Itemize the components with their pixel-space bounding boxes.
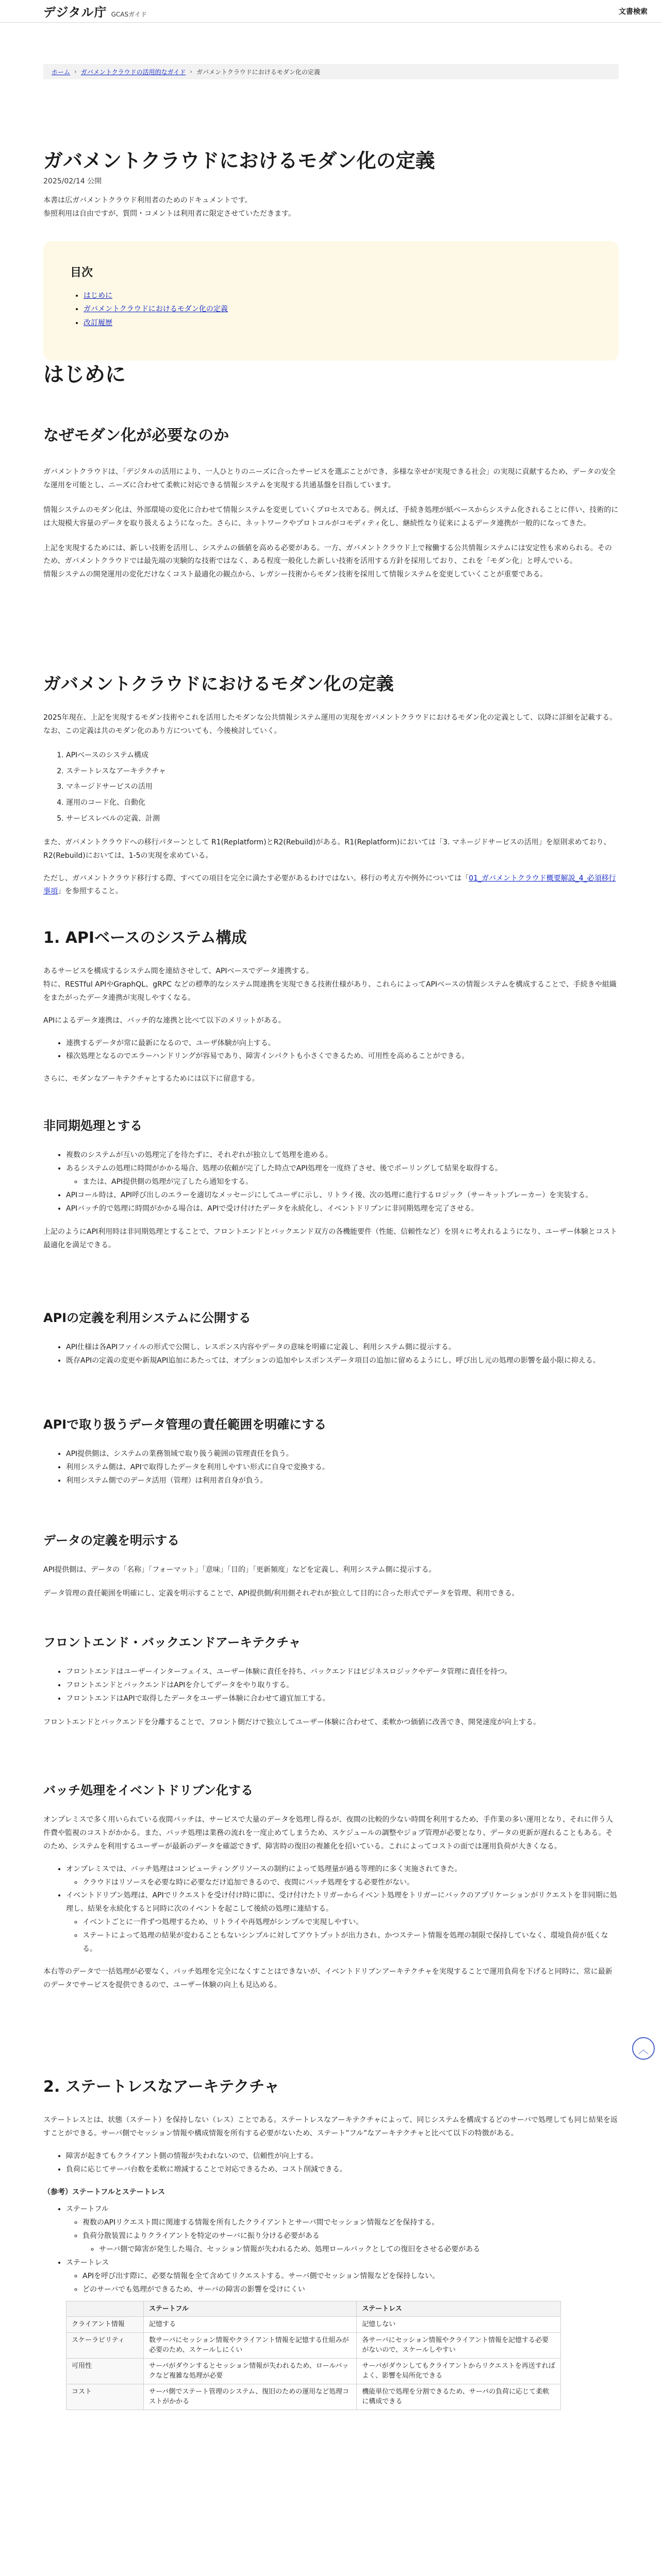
paragraph: ステートレスとは、状態（ステート）を保持しない（レス）ことである。ステートレスなアーキテクチャによって、同じシステムを構成するどのサーバで処理しても同じ結果を返すことができる。サーバ側でセッション情報や構成情報を所有する必要がないため、ステート”フル”なアーキテクチャと比べて以下の特徴がある。 [43, 2116, 618, 2138]
section-frontend-backend [43, 1632, 619, 1730]
toc-link-hajimeni[interactable]: はじめに [84, 291, 112, 300]
section-heading: 2. ステートレスなアーキテクチャ [43, 2078, 280, 2096]
section-heading: なぜモダン化が必要なのか [43, 427, 229, 445]
list-item: • 利用システム側でのデータ活用（管理）は利用者自身が負う。 [66, 1475, 619, 1488]
paragraph: オンプレミスで多く用いられている夜間バッチは、サービスで大量のデータを処理し得るが、夜間の比較的少ない時間を利用するため、手作業の多い運用となり、それに伴う人件費や監視のコストがかかる。また、バッチ処理は業務の流れを一度止めてしまうため、スケジュールの調整やジョブ管理が必要となり、データの更新が遅れることもある。そのため、システムを利用するユーザーが最新のデータを確認できず、障害時の復旧の複雑化を招いている。これによってコストの面では運用負荷が大きくなる。 [43, 1816, 613, 1851]
list-item-text: ステートレス [66, 2259, 109, 2267]
toc-item [84, 316, 592, 330]
toc-link-definition[interactable]: ガバメントクラウドにおけるモダン化の定義 [84, 305, 228, 314]
list-item [66, 2203, 619, 2257]
table-header-cell [67, 2301, 144, 2317]
paragraph: また、ガバメントクラウドへの移行パターンとして R1(Replatform)とR2(Rebuild)がある。R1(Replatform)においては「3. マネージドサービスの活用」を原則求めており、R2(Rebuild)においては、1-5の実現を求めている。 [43, 838, 611, 860]
list-item: 1. APIベースのシステム構成 [66, 748, 619, 764]
section-heading: はじめに [43, 363, 126, 386]
sub-list-item: ◦ ステートによって処理の結果が変わることもないシンプルに対してアウトプットが出力され、かつステート情報を処理の制限で保持していなく、環境負荷が低くなる。 [82, 1929, 619, 1956]
logo-subtitle: GCASガイド [111, 11, 147, 18]
list-item-text: イベントドリブン処理は、APIでリクエストを受け付け時に即に、受け付けたトリガーからイベント処理をトリガーにバックのアプリケーションがリクエストを非同期に処理し、結果を永続化すると同時に次のイベントを起こして後続の処理に連結する。 [66, 1891, 617, 1913]
list-item: • 負荷に応じてサーバ台数を柔軟に増減することで対応できるため、コスト削減できる。 [66, 2163, 619, 2177]
list-item: 5. サービスレベルの定義、計測 [66, 811, 619, 827]
site-header [0, 0, 662, 23]
breadcrumb [43, 64, 619, 79]
section-api [43, 925, 619, 1086]
stateful-stateless-list [43, 2203, 619, 2296]
sub-list-item: ◦ イベントごとに一件ずつ処理するため、リトライや再処理がシンプルで実現しやすい。 [82, 1916, 619, 1929]
paragraph: ガバメントクラウドは、「デジタルの活用により、一人ひとりのニーズに合ったサービスを選ぶことができ、多様な幸せが実現できる社会」の実現に貢献するため、データの安全な運用を可能とし、ニーズに合わせて柔軟に対応できる情報システムを実現する共通基盤を目指しています。 [43, 468, 616, 489]
chevron-right-icon: › [74, 68, 77, 75]
toc-item [84, 302, 592, 316]
table-of-contents [43, 241, 619, 361]
table-cell: サーバがダウンしてもクライアントからリクエストを再送すればよく、影響を局所化できる [357, 2358, 561, 2384]
section-heading: バッチ処理をイベントドリブン化する [43, 1783, 254, 1798]
list-item: • API仕様は各APIファイルの形式で公開し、レスポンス内容やデータの意味を明確に定義し、利用システム側に提示する。 [66, 1341, 619, 1354]
list-item-text: オンプレミスでは、バッチ処理はコンピューティングリソースの制約によって処理量が過る等理的に多く実施されてきた。 [66, 1865, 462, 1873]
list-item [66, 1889, 619, 1956]
section-stateless [43, 2074, 619, 2410]
list-item: • 利用システム側は、APIで取得したデータを利用しやすい形式に自身で変換する。 [66, 1461, 619, 1475]
fe-list [43, 1666, 619, 1706]
sub-list-item: ◦ APIを呼び出す際に、必要な情報を全て含めてリクエストする。サーバ側でセッション情報などを保持しない。 [82, 2270, 619, 2283]
paragraph: APIによるデータ連携は、バッチ的な連携と比べて以下のメリットがある。 [43, 1016, 286, 1025]
publish-list [43, 1341, 619, 1368]
section-data-spec [43, 1530, 619, 1601]
list-item [66, 1162, 619, 1189]
section-heading: APIで取り扱うデータ管理の責任範囲を明確にする [43, 1417, 327, 1432]
list-item-text: ステートフル [66, 2205, 109, 2214]
list-item-text: あるシステムの処理に時間がかかる場合、処理の依頼が完了した時点でAPI処理を一度終了させ、後でポーリングして結果を取得する。 [66, 1164, 503, 1173]
list-item: • 既存APIの定義の変更や新規API追加にあたっては、オプションの追加やレスポンスデータ項目の追加に留めるようにし、呼び出し元の処理の影響を最小限に抑える。 [66, 1354, 619, 1368]
toc-title: 目次 [70, 266, 93, 279]
list-item: 2. ステートレスなアーキテクチャ [66, 764, 619, 779]
section-heading: 非同期処理とする [43, 1118, 142, 1133]
logo-text: デジタル庁 [43, 5, 107, 20]
paragraph: さらに、モダンなアーキテクチャとするためには以下に留意する。 [43, 1075, 259, 1083]
list-item: • 障害が起きてもクライアント側の情報が失われないので、信頼性が向上する。 [66, 2150, 619, 2163]
sub-list-item-text: 負荷分散装置によりクライアントを特定のサーバに振り分ける必要がある [82, 2232, 320, 2241]
paragraph: 上記を実現するためには、新しい技術を活用し、システムの価値を高める必要がある。一方、ガバメントクラウド上で稼働する公共情報システムには安定性も求められる。そのため、ガバメントクラウドでは最先端の実験的な技術ではなく、ある程度一般化した新しい技術を活用する方針を採用しており、これを「モダン化」と呼んでいる。 [43, 544, 612, 566]
table-cell: サーバ側でステート管理のシステム、復旧のための運用など処理コストがかかる [144, 2384, 357, 2410]
sub-list-item: ◦ サーバ側で障害が発生した場合、セッション情報が失われるため、処理ロールバックとしての復旧をさせる必要がある [99, 2243, 619, 2257]
paragraph [43, 872, 619, 899]
chevron-right-icon: › [190, 68, 193, 75]
chevron-up-icon: ︿ [638, 2043, 649, 2056]
list-item: 3. マネージドサービスの活用 [66, 779, 619, 795]
table-cell: 各サーバにセッション情報やクライアント情報を記憶する必要がないので、スケールしやすい [357, 2332, 561, 2358]
paragraph: データ管理の責任範囲を明確にし、定義を明示することで、API提供側/利用側それぞれが独立して目的に合った形式でデータを管理、利用できる。 [43, 1589, 519, 1598]
list-item: • フロントエンドはAPIで取得したデータをユーザー体験に合わせて適宜加工する。 [66, 1692, 619, 1706]
table-cell: 機能単位で処理を分割できるため、サーバの負荷に応じて柔軟に構成できる [357, 2384, 561, 2410]
table-row [67, 2358, 561, 2384]
section-publish [43, 1308, 619, 1368]
intro [43, 194, 619, 220]
benefit-list [43, 1037, 619, 1064]
table-cell: 可用性 [67, 2358, 144, 2384]
breadcrumb-parent[interactable]: ガバメントクラウドの活用的なガイド [80, 68, 186, 76]
list-item [66, 2257, 619, 2297]
list-item: • フロントエンドとバックエンドはAPIを介してデータをやり取りする。 [66, 1679, 619, 1692]
list-item: • APIコール時は、API呼び出しのエラーを適切なメッセージにしてユーザに示し、リトライ後、次の処理に進行するロジック（サーキットブレーカー）を実装する。 [66, 1189, 619, 1202]
paragraph: あるサービスを構成するシステム間を連結させして、APIベースでデータ連携する。 [43, 967, 313, 975]
list-item: • API提供側は、システムの業務領域で取り扱う範囲の管理責任を負う。 [66, 1448, 619, 1461]
section-hajimeni [43, 358, 619, 387]
section-batch [43, 1780, 619, 1992]
paragraph: 本右等のデータで一括処理が必要なく、バッチ処理を完全になくすことはできないが、イベントドリブンアーキテクチャを実現することで運用負荷を下げると同時に、常に最新のデータでサービスを提供できるので、ユーザー体験の向上も見込める。 [43, 1967, 613, 1989]
document-search-link[interactable]: 文書検索 [619, 7, 648, 16]
table-row [67, 2317, 561, 2333]
batch-list [43, 1863, 619, 1956]
table-cell: 記憶する [144, 2317, 357, 2333]
table-row [67, 2332, 561, 2358]
table-header-row [67, 2301, 561, 2317]
list-item: 4. 運用のコード化、自動化 [66, 795, 619, 811]
table-cell: コスト [67, 2384, 144, 2410]
table-cell: 数サーバにセッション情報やクライアント情報を記憶する仕組みが必要のため、スケールしにくい [144, 2332, 357, 2358]
paragraph: フロントエンドとバックエンドを分離することで、フロント側だけで独立してユーザー体験に合わせて、柔軟かつ価値に改善でき、開発速度が向上する。 [43, 1718, 541, 1726]
paragraph: なお、この定義は共のモダン化のあり方についても、今後検討していく。 [43, 726, 282, 735]
table-cell: サーバがダウンするとセッション情報が失われるため、ロールバックなど複雑な処理が必要 [144, 2358, 357, 2384]
sub-list-item: ◦ どのサーバでも処理ができるため、サーバの障害の影響を受けにくい [82, 2283, 619, 2297]
section-heading: 1. APIベースのシステム構成 [43, 929, 247, 947]
sub-list-item: ◦ または、API提供側の処理が完了したら通知をする。 [82, 1176, 619, 1189]
paragraph-text: ただし、ガバメントクラウド移行する際、すべての項目を完全に満たす必要があるわけではない。移行の考え方や例外については「 [43, 874, 469, 883]
table-row [67, 2384, 561, 2410]
section-heading: ガバメントクラウドにおけるモダン化の定義 [43, 674, 394, 694]
section-why [43, 422, 619, 582]
section-heading: データの定義を明示する [43, 1533, 179, 1548]
table-cell: クライアント情報 [67, 2317, 144, 2333]
section-async [43, 1115, 619, 1252]
section-heading: フロントエンド・バックエンドアーキテクチャ [43, 1635, 301, 1650]
site-logo[interactable] [43, 2, 147, 20]
breadcrumb-home[interactable]: ホーム [52, 68, 71, 76]
publish-date: 2025/02/14 公開 [43, 177, 102, 186]
section-definition [43, 670, 619, 899]
definition-list [43, 748, 619, 827]
intro-line: 本書は広ガバメントクラウド利用者のためのドキュメントです。 [43, 196, 252, 205]
page-title: ガバメントクラウドにおけるモダン化の定義 [43, 149, 435, 172]
overview-doc-link[interactable]: 01_ガバメントクラウド概要解説_4_必須移行事項 [43, 874, 616, 896]
paragraph: 情報システムのモダン化は、外部環境の変化に合わせて情報システムを変更していくプロセスである。例えば、手続き処理が紙ベースからシステム化されることに伴い、技術的には大規模大容量のデータを取り扱えるようになった。さらに、ネットワークやプロトコルがコモディティ化し、継続性なり従来によるデータ連携が一般的になってきた。 [43, 505, 619, 528]
main-content [43, 64, 619, 361]
data-list [43, 1448, 619, 1488]
list-item: • 様次処理となるのでエラーハンドリングが容易であり、障害インパクトも小さくできるため、可用性を高めることができる。 [66, 1050, 619, 1063]
list-item: • 複数のシステムが互いの処理完了を待たずに、それぞれが独立して処理を進める。 [66, 1149, 619, 1162]
toc-link-history[interactable]: 改訂履歴 [84, 318, 112, 327]
list-item: • 連携するデータが常に最新になるので、ユーザ体験が向上する。 [66, 1037, 619, 1050]
intro-line: 参照利用は自由ですが、質問・コメントは利用者に限定させていただきます。 [43, 209, 295, 218]
table-header-cell: ステートレス [357, 2301, 561, 2317]
paragraph: 情報システムの開発運用の変化だけなくコスト最適化の観点から、レガシー技術からモダン技術を採用して情報システムを変更していくことが重要である。 [43, 570, 548, 579]
paragraph-text: 」を参照すること。 [58, 887, 123, 896]
paragraph: 2025年現在、上記を実現するモダン技術やこれを活用したモダンな公共情報システム運用の実現をガバメントクラウドにおけるモダン化の定義として、以降に詳細を記載する。 [43, 714, 617, 722]
sub-list-item: ◦ クラウドはリソースを必要な時に必要なだけ追加できるので、夜間にバッチ処理をする必要性がない。 [82, 1876, 619, 1890]
async-list [43, 1149, 619, 1215]
list-item: • APIバッチ的で処理に時間がかかる場合は、APIで受け付けたデータを永続化し、イベントドリブンに非同期処理を完了させる。 [66, 1202, 619, 1216]
section-data-responsibility [43, 1414, 619, 1488]
reference-note: （参考）ステートフルとステートレス [43, 2188, 166, 2196]
paragraph: 上記のようにAPI利用時は非同期処理とすることで、フロントエンドとバックエンド双方の各機能要件（性能、信頼性など）を別々に考えれるようになり、ユーザー体験とコスト最適化を満足できる。 [43, 1228, 618, 1250]
stateless-list [43, 2150, 619, 2177]
table-header-cell: ステートフル [144, 2301, 357, 2317]
list-item: • フロントエンドはユーザーインターフェイス、ユーザー体験に責任を持ち、バックエンドはビジネスロジックやデータ管理に責任を持つ。 [66, 1666, 619, 1679]
breadcrumb-current: ガバメントクラウドにおけるモダン化の定義 [196, 68, 320, 76]
sub-list-item [82, 2230, 619, 2257]
paragraph: 特に、RESTful APIやGraphQL、gRPC などの標準的なシステム間連携を実現できる技術仕様があり、これらによってAPIベースの情報システムを構成することで、手続きや組織をまたがったデータ連携が実現しやすくなる。 [43, 980, 617, 1002]
table-cell: スケーラビリティ [67, 2332, 144, 2358]
paragraph: API提供側は、データの「名称」「フォーマット」「意味」「目的」「更新頻度」などを定義し、利用システム側に提示する。 [43, 1566, 436, 1574]
list-item [66, 1863, 619, 1890]
back-to-top-button[interactable] [632, 2037, 655, 2060]
sub-list-item: ◦ 複数のAPIリクエスト間に関連する情報を所有したクライアントとサーバ間でセッション情報などを保持する。 [82, 2216, 619, 2230]
comparison-table [66, 2301, 561, 2410]
section-heading: APIの定義を利用システムに公開する [43, 1311, 251, 1325]
toc-item [84, 289, 592, 303]
table-cell: 記憶しない [357, 2317, 561, 2333]
